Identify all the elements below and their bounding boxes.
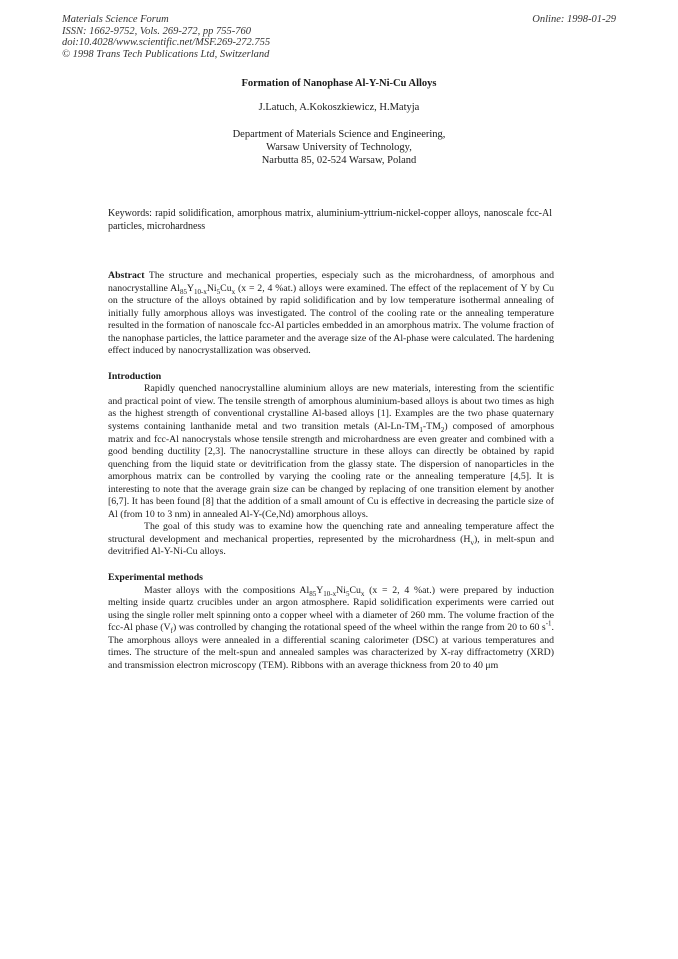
- introduction-paragraph: Rapidly quenched nanocrystalline aluminium alloys are new materials, interesting from the scientific and practical point of view. The tensile strength of amorphous aluminium-based alloys is about two times as high as the highest strength of conventional crystalline Al-based alloys [1]. Examples are the two phase quaternary systems containing lanthanide metal and two transition metals $(Al-Ln-TM_1-TM_2)$ composed of amorphous matrix and fcc-Al nanocrystals whose tensile strength and microhardness are even greater and combined with a good bending ductility [2,3]. The nanocrystalline structure in these alloys can directly be obtained by rapid quenching from the liquid state or devitrification from the glassy state. The dispersion of nanoparticles in the amorphous matrix can be controlled by varying the cooling rate or the annealing temperature [4,5]. It is interesting to note that the average grain size can be changed by replacing of one transition element by another [6,7]. It has been found [8] that the addition of a small amount of Cu is effective in decreasing the particle size of Al (from 10 to 3 nm) in annealed Al-Y-(Ce,Nd) amorphous alloys.: [108, 383, 555, 520]
- keywords: [108, 207, 552, 233]
- issn-line: ISSN: 1662-9752, Vols. 269-272, pp 755-760: [62, 25, 251, 37]
- experimental-paragraph: Master alloys with the compositions $Al_{85}Y_{10-x}Ni_5Cu_x$ (x = 2, 4 %at.) were prepared by induction melting inside quartz crucibles under an argon atmosphere. Rapid solidification experiments were carried out using the single roller melt spinning onto a copper wheel with a diameter of 260 mm. The volume fraction of the fcc-Al phase $(V_f)$ was controlled by changing the rotational speed of the wheel within the range from 20 to 60 $s^{-1}$. The amorphous alloys were annealed in a differential scaning calorimeter (DSC) at various temperatures and times. The structure of the melt-spun and annealed samples was characterized by X-ray diffractometry (XRD) and transmission electron microscopy (TEM). Ribbons with an average thickness from 20 to 40 μm: [108, 584, 555, 671]
- affiliation-line: Department of Materials Science and Engineering,: [232, 129, 446, 140]
- authors: J.Latuch, A.Kokoszkiewicz, H.Matyja: [258, 102, 420, 113]
- paper-title: Formation of Nanophase Al-Y-Ni-Cu Alloys: [241, 78, 437, 89]
- affiliation-line: Warsaw University of Technology,: [266, 142, 412, 153]
- doi-line: doi:10.4028/www.scientific.net/MSF.269-272.755: [62, 37, 271, 48]
- journal-name: Materials Science Forum: [62, 14, 169, 25]
- online-date: Online: 1998-01-29: [532, 14, 616, 25]
- paper-body: [108, 270, 554, 672]
- abstract: Abstract The structure and mechanical properties, especialy such as the microhardness, of amorphous and nanocrystalline $Al_{85}Y_{10-x}Ni_5Cu_x$ (x = 2, 4 %at.) alloys were examined. The effect of the replacement of Y by Cu on the structure of the alloys obtained by rapid solidification and by low temperature isothermal annealing of initially fully amorphous alloys was investigated. The control of the cooling rate or the annealing temperature resulted in the formation of nanoscale fcc-Al particles embedded in an amorphous matrix. The volume fraction of the nanophase particles, the lattice parameter and the average size of the Al-phase were calculated. The hardening effect induced by nanocrystallization was observed.: [108, 270, 554, 357]
- experimental-heading: Experimental methods: [108, 572, 203, 584]
- introduction-heading: Introduction: [108, 370, 162, 382]
- keywords-label: Keywords:: [108, 208, 152, 219]
- introduction-paragraph: The goal of this study was to examine how the quenching rate and annealing temperature affect the structural development and mechanical properties, represented by the microhardness $(H_v)$, in melt-spun and devitrified Al-Y-Ni-Cu alloys.: [108, 521, 554, 558]
- affiliation-line: Narbutta 85, 02-524 Warsaw, Poland: [261, 155, 417, 166]
- copyright-line: © 1998 Trans Tech Publications Ltd, Switzerland: [62, 48, 270, 60]
- journal-header: [62, 14, 270, 60]
- keywords-text: rapid solidification, amorphous matrix, aluminium-yttrium-nickel-copper alloys, nanoscale fcc-Al particles, microhardness: [108, 208, 552, 232]
- abstract-label: Abstract: [108, 270, 145, 281]
- affiliation: [0, 128, 678, 167]
